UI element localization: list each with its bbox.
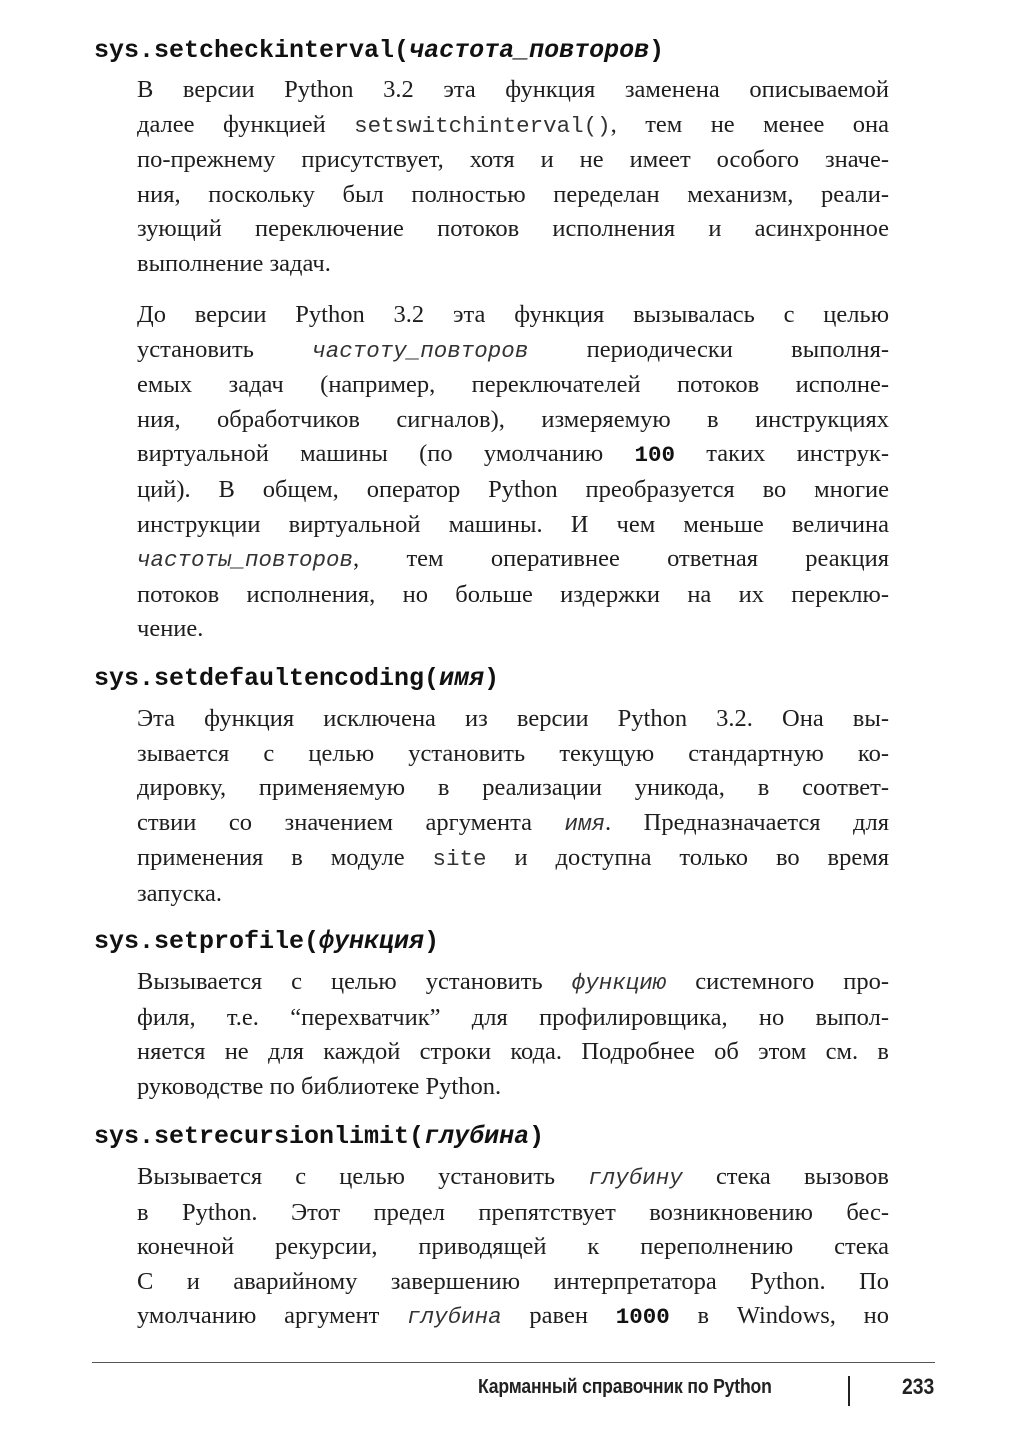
- argument-name: функция: [319, 927, 425, 956]
- closing-paren: ): [484, 664, 500, 693]
- text-run: , тем не менее она: [610, 110, 889, 138]
- text-line: ций). В общем, оператор Python преобразуется во многие: [137, 475, 889, 503]
- text-run: далее функцией: [137, 110, 326, 138]
- argument-name: глубина: [424, 1122, 530, 1151]
- inline-code: site: [432, 846, 487, 873]
- inline-code-arg: частоты_повторов: [137, 547, 354, 574]
- text-line: [137, 841, 889, 877]
- entry-heading-setcheckinterval: [94, 36, 664, 66]
- text-line: емых задач (например, переключателей потоков исполне-: [137, 371, 889, 399]
- text-line: потоков исполнения, но больше издержки на их переклю-: [137, 580, 889, 608]
- inline-code-arg: функцию: [571, 970, 667, 996]
- text-line: [137, 965, 889, 1001]
- text-run: и доступна только во время: [514, 844, 890, 872]
- footer-divider: [92, 1362, 935, 1363]
- function-name: sys.setrecursionlimit(: [94, 1122, 425, 1151]
- text-line: [137, 108, 889, 144]
- inline-code-value: 1000: [615, 1304, 670, 1331]
- text-line: ния, поскольку был полностью переделан механизм, реали-: [137, 180, 889, 208]
- entry-heading-setdefaultencoding: [94, 664, 499, 694]
- text-line: [137, 1160, 889, 1196]
- text-run: установить: [137, 335, 254, 363]
- paragraph-setrecursionlimit: [137, 1160, 889, 1335]
- text-run: , тем оперативнее ответная реакция: [353, 545, 889, 573]
- text-run: периодически выполня-: [586, 335, 890, 363]
- text-run: равен: [529, 1302, 588, 1330]
- text-run: умолчанию аргумент: [137, 1302, 380, 1330]
- function-name: sys.setcheckinterval(: [94, 36, 410, 65]
- entry-heading-setrecursionlimit: [94, 1122, 544, 1152]
- text-run: системного про-: [695, 968, 890, 995]
- inline-code-arg: имя: [564, 810, 606, 837]
- inline-code-value: 100: [634, 442, 676, 469]
- function-name: sys.setprofile(: [94, 927, 320, 956]
- paragraph-setcheckinterval-2: [137, 298, 889, 647]
- argument-name: имя: [439, 664, 485, 693]
- inline-code-arg: глубина: [407, 1304, 502, 1331]
- text-line: Эта функция исключена из версии Python 3.2. Она вы-: [137, 705, 889, 732]
- text-line: филя, т.е. “перехватчик” для профилировщика, но выпол-: [137, 1003, 889, 1031]
- text-line: До версии Python 3.2 эта функция вызывалась с целью: [137, 301, 889, 328]
- footer-book-title: Карманный справочник по Python: [478, 1376, 772, 1398]
- text-line: выполнение задач.: [137, 249, 331, 277]
- text-run: ствии со значением аргумента: [137, 808, 532, 836]
- paragraph-setcheckinterval-1: [137, 73, 889, 282]
- text-line: няется не для каждой строки кода. Подробнее об этом см. в: [137, 1038, 889, 1066]
- text-line: руководстве по библиотеке Python.: [137, 1072, 502, 1100]
- text-line: чение.: [137, 615, 204, 643]
- inline-code-arg: частоту_повторов: [312, 337, 529, 364]
- paragraph-setdefaultencoding: [137, 702, 889, 912]
- text-line: ния, обработчиков сигналов), измеряемую в инструкциях: [137, 405, 889, 433]
- text-run: Вызывается с целью установить: [137, 968, 543, 995]
- inline-code: setswitchinterval(): [354, 112, 611, 139]
- inline-code-arg: глубину: [588, 1165, 683, 1191]
- closing-paren: ): [424, 927, 440, 956]
- paragraph-setprofile: [137, 965, 889, 1104]
- footer-separator: [848, 1376, 850, 1406]
- text-line: [137, 1299, 889, 1335]
- text-line: запуска.: [137, 879, 222, 907]
- argument-name: частота_повторов: [409, 36, 650, 65]
- text-line: конечной рекурсии, приводящей к переполнению стека: [137, 1233, 889, 1261]
- text-line: зующий переключение потоков исполнения и асинхронное: [137, 215, 889, 243]
- text-line: дировку, применяемую в реализации уникода, в соответ-: [137, 774, 889, 802]
- text-line: [137, 437, 889, 473]
- text-run: стека вызовов: [715, 1163, 889, 1190]
- text-run: таких инструк-: [706, 440, 890, 468]
- text-run: в Windows, но: [697, 1302, 890, 1330]
- text-line: В версии Python 3.2 эта функция заменена описываемой: [137, 76, 889, 103]
- text-line: зывается с целью установить текущую стандартную ко-: [137, 739, 889, 767]
- page-number: 233: [902, 1374, 935, 1399]
- text-run: виртуальной машины (по умолчанию: [137, 440, 604, 468]
- text-run: Вызывается с целью установить: [137, 1163, 556, 1190]
- closing-paren: ): [649, 36, 665, 65]
- entry-heading-setprofile: [94, 927, 439, 957]
- text-run: применения в модуле: [137, 844, 405, 872]
- text-run: . Предназначается для: [605, 808, 889, 836]
- text-line: [137, 333, 889, 369]
- text-line: [137, 542, 889, 578]
- closing-paren: ): [529, 1122, 545, 1151]
- text-line: [137, 806, 889, 842]
- text-line: по-прежнему присутствует, хотя и не имеет особого значе-: [137, 146, 889, 174]
- text-line: в Python. Этот предел препятствует возникновению бес-: [137, 1198, 889, 1226]
- text-line: инструкции виртуальной машины. И чем меньше величина: [137, 510, 889, 538]
- function-name: sys.setdefaultencoding(: [94, 664, 440, 693]
- text-line: C и аварийному завершению интерпретатора Python. По: [137, 1267, 889, 1295]
